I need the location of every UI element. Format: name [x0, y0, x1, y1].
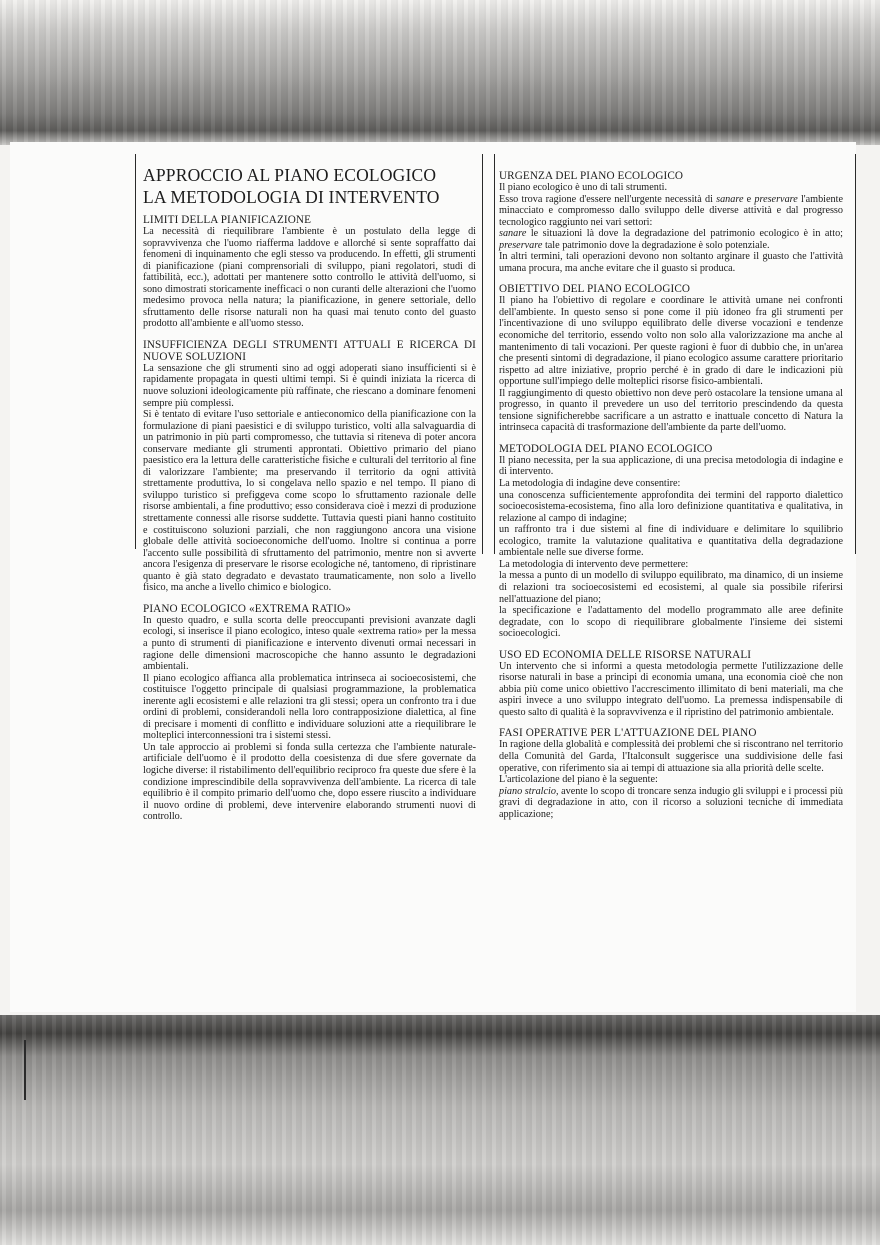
text-run: e: [743, 193, 755, 205]
paragraph: In altri termini, tali operazioni devono non soltanto arginare il guasto che l'attività umana procura, ma anche evitare che il guasto si produca.: [499, 251, 843, 274]
paragraph: una conoscenza sufficientemente approfondita dei termini del rapporto dialettico socioecosistema-ecosistema, fino alla loro definizione quantitativa e qualitativa, in relazione al campo di indagine;: [499, 489, 843, 524]
paragraph: [499, 786, 843, 821]
title-line-1: APPROCCIO AL PIANO ECOLOGICO: [143, 165, 437, 185]
emphasis: piano stralcio,: [499, 785, 559, 797]
paragraph: la specificazione e l'adattamento del modello programmato alle aree definite degradate, con lo scopo di riequilibrare globalmente l'insieme dei sistemi socioecologici.: [499, 605, 843, 640]
section-insufficienza: [143, 339, 476, 594]
section-heading: INSUFFICIENZA DEGLI STRUMENTI ATTUALI E RICERCA DI NUOVE SOLUZIONI: [143, 338, 476, 363]
paragraph: Un intervento che si informi a questa metodologia permette l'utilizzazione delle risorse naturali in base a principi di economia umana, una economia cioè che non abbia più come unico obiettivo l'accrescimento illimitato di beni materiali, ma che aspiri invece a uno sviluppo integrato dell'uomo. La premessa indispensabile di questo salto di qualità è la sopravvivenza e il ripristino del patrimonio ambientale.: [499, 660, 843, 718]
section-heading: FASI OPERATIVE PER L'ATTUAZIONE DEL PIANO: [499, 727, 757, 740]
paragraph: La necessità di riequilibrare l'ambiente è un postulato della legge di sopravvivenza che l'uomo riafferma laddove e allorché si sente sopraffatto dai fenomeni di inquinamento che egli stesso va producendo. In effetti, gli strumenti di pianificazione (piani comprensoriali di sviluppo, piani regolatori, studi di fattibilità, ecc.), adottati per mantenere sotto controllo le attività dell'uomo, si sono dimostrati storicamente inefficaci o non curanti delle alterazioni che l'uomo medesimo provoca nella natura; la pianificazione, in genere settoriale, dello sfruttamento delle risorse naturali non ha quasi mai tenuto conto del guasto prodotto all'ambiente e all'uomo stesso.: [143, 226, 476, 330]
section-heading: USO ED ECONOMIA DELLE RISORSE NATURALI: [499, 648, 752, 661]
paragraph: La metodologia di intervento deve permettere:: [499, 558, 689, 570]
paragraph: Il piano ecologico affianca alla problematica intrinseca ai socioecosistemi, che costituisce l'oggetto principale di qualsiasi programmazione, la problematica inerente agli ecosistemi e alle relazioni tra gli stessi; opera un confronto tra i due ordini di problemi, considerandoli nella loro contrapposizione dialettica, al fine di precisare i momenti di conflitto e individuare soluzioni atte a riequilibrare le molteplici interconnessioni tra i sistemi stessi.: [143, 672, 476, 742]
section-heading: OBIETTIVO DEL PIANO ECOLOGICO: [499, 283, 691, 296]
column-rule-middle: [482, 154, 483, 554]
paragraph: L'articolazione del piano è la seguente:: [499, 774, 658, 786]
paragraph: Il piano ecologico è uno di tali strumenti.: [499, 182, 668, 193]
section-heading: URGENZA DEL PIANO ECOLOGICO: [499, 170, 684, 182]
right-column: [499, 170, 843, 829]
section-metodologia: [499, 443, 843, 640]
paragraph: Il piano ha l'obiettivo di regolare e coordinare le attività umane nei confronti dell'ambiente. In questo senso si pone come il più idoneo fra gli strumenti per l'incentivazione di uno sviluppo equilibrato delle diverse vocazioni e tendenze economiche del territorio, essendo volto non solo alla valorizzazione ma anche al mantenimento di tali vocazioni. Per queste ragioni è fuor di dubbio che, in un'area che presenti sintomi di degradazione, il piano ecologico assume carattere prioritario rispetto ad altre iniziative, proprio perché è in grado di dare le indicazioni più opportune sull'impiego delle molteplici risorse fisico-ambientali.: [499, 295, 843, 388]
section-fasi-operative: [499, 727, 843, 820]
paragraph: La sensazione che gli strumenti sino ad oggi adoperati siano insufficienti si è rapidamente propagata in questi ultimi tempi. Si è quindi iniziata la ricerca di nuove soluzioni ideologicamente più raffinate, che riescano a dominare fenomeni sempre più complessi.: [143, 362, 476, 409]
paragraph: Il raggiungimento di questo obiettivo non deve però ostacolare la tensione umana al progresso, in quanto il prevedere un uso del territorio prescindendo da questa tensione significherebbe sacrificare a un astratto e inattuale concetto di Natura la intrinseca capacità di trasformazione dell'ambiente da parte dell'uomo.: [499, 387, 843, 434]
emphasis: sanare: [716, 193, 744, 205]
text-run: Esso trova ragione d'essere nell'urgente necessità di: [499, 193, 717, 205]
paragraph: La metodologia di indagine deve consentire:: [499, 478, 681, 490]
section-urgenza: [499, 170, 843, 274]
emphasis: preservare: [499, 239, 543, 251]
column-rule-right: [855, 154, 856, 554]
section-heading: LIMITI DELLA PIANIFICAZIONE: [143, 214, 311, 226]
scan-shadow-bottom: [0, 1015, 880, 1245]
emphasis: sanare: [499, 228, 527, 240]
paragraph: [499, 228, 843, 251]
section-extrema-ratio: [143, 603, 476, 823]
text-run: avente lo scopo di troncare senza indugio gli sviluppi e i processi più gravi di degradazione in atto, con il ricorso a soluzioni tecniche di immediata applicazione;: [499, 785, 843, 820]
section-heading: METODOLOGIA DEL PIANO ECOLOGICO: [499, 442, 713, 455]
emphasis: preservare: [754, 193, 798, 205]
left-column: [143, 164, 476, 832]
paragraph: Si è tentato di evitare l'uso settoriale e antieconomico della pianificazione con la formulazione di piani paesistici e di sviluppo turistico, volti alla salvaguardia di un patrimonio in più parti compromesso, che tuttavia si riteneva di poter ancora conservare mediante gli strumenti approntati. Obiettivo primario del piano paesistico era la lettura delle caratteristiche fisiche e culturali del territorio al fine di valorizzare l'ambiente; ma preservando il territorio da ogni attività strettamente produttiva, lo si congelava nello spazio e nel tempo. Il piano di sviluppo turistico si prefiggeva come scopo lo sfruttamento razionale delle risorse ambientali, a fine produttivo; esso considerava cioè i mezzi di produzione strettamente connessi alle risorse suddette. Tuttavia questi piani hanno costituito e costituiscono soluzioni parziali, che non raggiungono ancora una visione globale delle attività socioeconomiche dell'uomo. Inoltre si continua a porre l'accento sulle possibilità di sfruttamento del patrimonio, mentre non si avverte ancora l'esigenza di preservare le risorse ecologiche né, tantomeno, di ripristinare quanto è già stato degradato e devastato traumaticamente, non solo a livello fisico, ma anche a livello chimico e biologico.: [143, 409, 476, 594]
section-obiettivo: [499, 283, 843, 434]
text-run: tale patrimonio dove la degradazione è solo potenziale.: [542, 239, 770, 251]
text-run: l'ambiente minacciato e compromesso dallo sviluppo delle diverse attività e dal progresso tecnologico raggiunto nei vari settori:: [499, 193, 843, 228]
paragraph: [499, 194, 843, 229]
paragraph: In ragione della globalità e complessità dei problemi che si riscontrano nel territorio della Comunità del Garda, l'Italconsult suggerisce una suddivisione delle fasi operative, con riferimento sia ai tempi di attuazione sia alla priorità delle scelte.: [499, 739, 843, 774]
document-page: [10, 142, 856, 1012]
paragraph: In questo quadro, e sulla scorta delle preoccupanti previsioni avanzate dagli ecologi, si inserisce il piano ecologico, inteso quale «extrema ratio» per la messa a punto di strumenti di pianificazione e intervento divenuti ormai necessari in ragione delle dimensioni macroscopiche che hanno assunto le degradazioni ambientali.: [143, 614, 476, 673]
text-run: le situazioni là dove la degradazione del patrimonio ecologico è in atto;: [526, 228, 843, 240]
paragraph: la messa a punto di un modello di sviluppo equilibrato, ma dinamico, di un insieme di relazioni tra socioecosistemi ed ecosistemi, al quale sia possibile riferirsi nell'attuazione del piano;: [499, 570, 843, 605]
document-title: [143, 164, 476, 208]
paragraph: Il piano necessita, per la sua applicazione, di una precisa metodologia di indagine e di intervento.: [499, 454, 843, 478]
section-limiti: [143, 214, 476, 330]
paragraph: Un tale approccio ai problemi si fonda sulla certezza che l'ambiente naturale-artificiale dell'uomo è il prodotto della coesistenza di due sfere governate da logiche diverse: il ristabilimento dell'equilibrio reciproco fra queste due sfere è la condizione imprescindibile della sopravvivenza dell'ambiente. La ricerca di tale equilibrio è il compito primario dell'uomo che, dopo essere riuscito a individuare il nuovo ordine di problemi, deve intervenire elaborando strumenti nuovi di controllo.: [143, 741, 476, 823]
scan-fold-mark: [24, 1040, 26, 1100]
section-uso-risorse: [499, 649, 843, 719]
section-heading: PIANO ECOLOGICO «EXTREMA RATIO»: [143, 602, 351, 615]
scan-shadow-top: [0, 0, 880, 145]
title-line-2: LA METODOLOGIA DI INTERVENTO: [143, 187, 440, 207]
paragraph: un raffronto tra i due sistemi al fine di individuare e delimitare lo squilibrio ecologico, tramite la valutazione qualitativa e quantitativa della degradazione ambientale nelle sue diverse forme.: [499, 524, 843, 559]
column-rule-left: [135, 154, 136, 549]
column-rule-middle-2: [494, 154, 495, 554]
